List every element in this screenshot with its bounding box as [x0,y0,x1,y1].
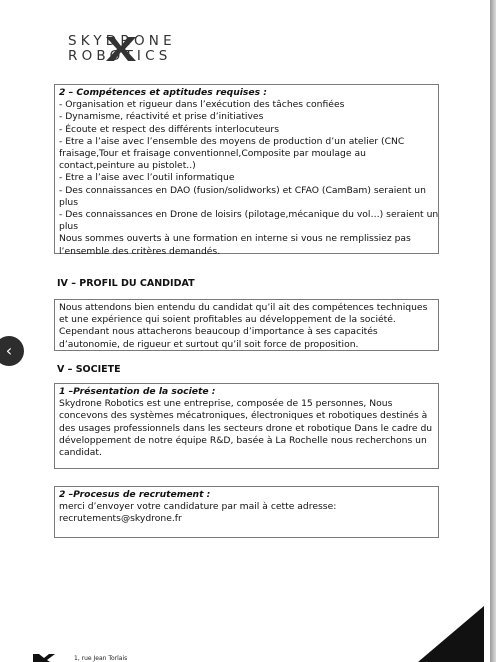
competences-line: - Etre a l’aise avec l’outil informatique [59,172,235,184]
corner-decoration [418,606,484,662]
competences-line: fraisage,Tour et fraisage conventionnel,Composite par moulage au [59,148,366,160]
societe-line: concevons des systèmes mécatroniques, électroniques et robotiques destinés à [59,410,428,422]
recrutement-heading: 2 –Procesus de recrutement : [59,489,211,500]
competences-line: - Dynamisme, réactivité et prise d’initiatives [59,111,264,123]
footer-address: 1, rue Jean Torlais [74,655,128,662]
chevron-left-icon: ‹ [5,341,13,360]
profil-line: d’autonomie, de rigueur et surtout qu’il soit force de proposition. [59,338,359,350]
societe-heading: 1 –Présentation de la societe : [59,386,216,397]
competences-line: - Etre a l’aise avec l’ensemble des moyens de production d’un atelier (CNC [59,135,405,147]
competences-heading: 2 – Compétences et aptitudes requises : [59,87,267,98]
profil-box [54,299,439,351]
competences-line: - Des connaissances en Drone de loisirs (pilotage,mécanique du vol…) seraient un [59,209,439,221]
logo-text-line1: SKYDRONE [68,33,176,49]
competences-line: - Écoute et respect des différents interlocuteurs [59,123,279,135]
section-title-societe: V – SOCIETE [57,364,121,375]
societe-box [54,383,439,469]
societe-line: des usages professionnels dans les secteurs drone et robotique Dans le cadre du [59,422,433,434]
competences-line: Nous sommes ouverts à une formation en interne si vous ne remplissiez pas [59,233,411,245]
competences-line: plus [59,221,78,233]
page-edge-shadow [490,0,496,662]
recrutement-email: recrutements@skydrone.fr [59,513,182,525]
societe-line: Skydrone Robotics est une entreprise, composée de 15 personnes, Nous [59,398,393,410]
logo-text-line2: ROBOTICS [68,48,172,64]
competences-line: plus [59,196,78,208]
recrutement-line: merci d’envoyer votre candidature par mail à cette adresse: [59,501,337,513]
profil-line: et une expérience qui soient profitables au développement de la société. [59,314,396,326]
section-title-profil: IV – PROFIL DU CANDIDAT [57,278,195,289]
competences-line: - Des connaissances en DAO (fusion/solidworks) et CFAO (CamBam) seraient un [59,184,426,196]
profil-line: Nous attendons bien entendu du candidat qu’il ait des compétences techniques [59,302,428,313]
competences-line: l’ensemble des critères demandés. [59,245,221,257]
societe-line: développement de notre équipe R&D, basée à La Rochelle nous recherchons un [59,434,427,446]
competences-line: - Organisation et rigueur dans l’exécution des tâches confiées [59,99,345,111]
footer-logo-icon [28,654,68,662]
competences-box [54,84,439,257]
competences-line: contact,peinture au pistolet..) [59,160,196,172]
societe-line: candidat. [59,447,102,459]
recrutement-box [54,486,439,538]
profil-line: Cependant nous attacherons beaucoup d’importance à ses capacités [59,326,378,338]
